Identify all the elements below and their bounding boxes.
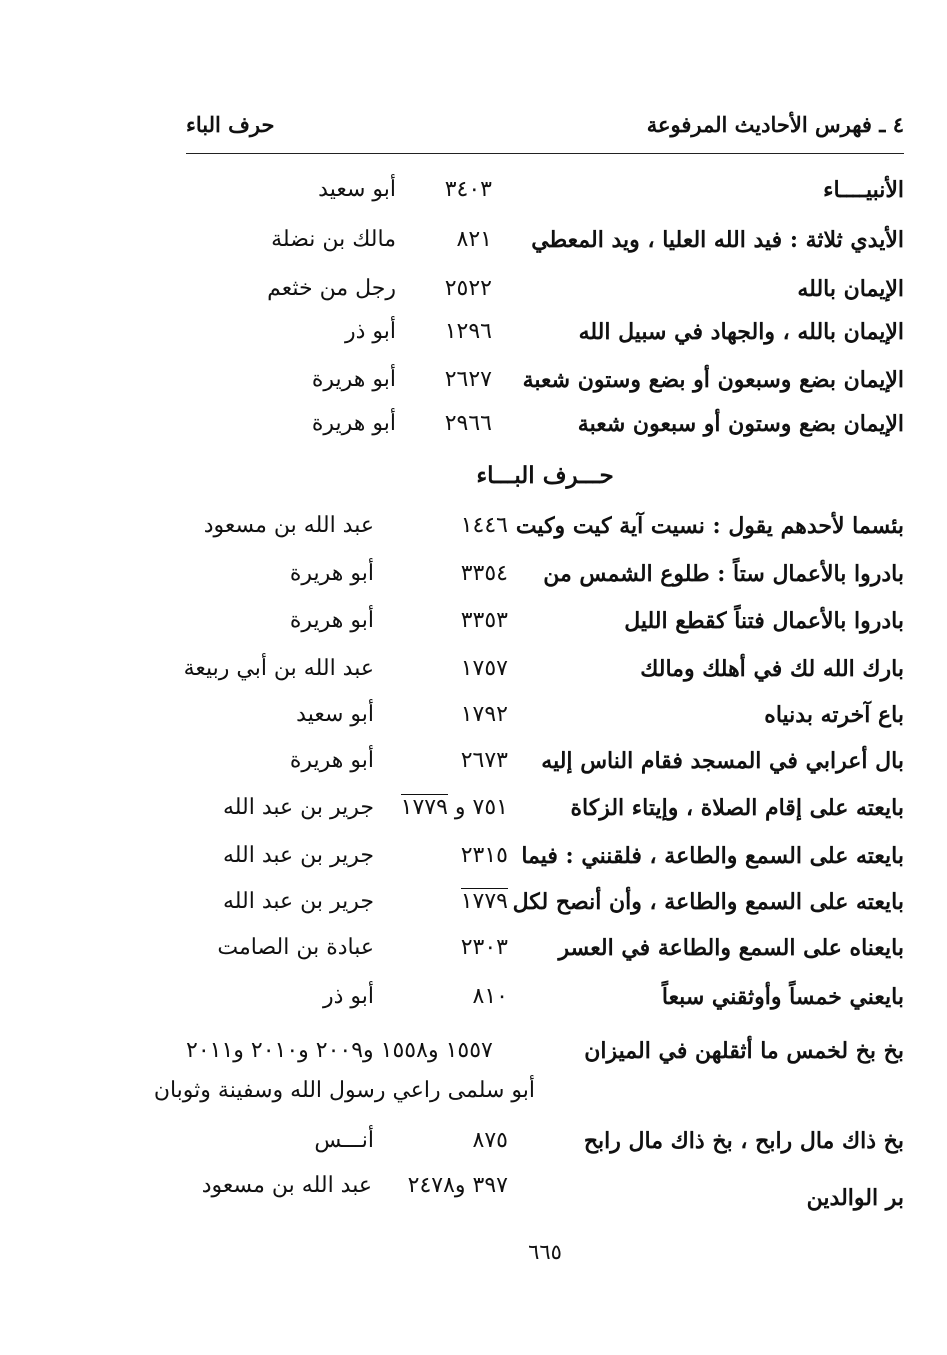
narrator: جرير بن عبد الله [222,889,374,914]
index-entry-text [186,1180,904,1220]
header-rule [186,153,904,154]
hadith-text: بايعته على إقام الصلاة ، وإيتاء الزكاة [570,795,904,821]
hadith-text: باع آخرته بدنياه [764,702,904,728]
narrator: أبو هريرة [311,411,396,436]
hadith-text: بر الوالدين [806,1185,904,1211]
index-entry [186,697,904,737]
hadith-number: ٢٦٧٣ [460,748,508,773]
narrator: عبد الله بن أبي ربيعة [183,656,374,681]
index-entry [186,406,904,446]
index-entry [186,222,904,262]
hadith-text: بادروا بالأعمال فتناً كقطع الليل [624,608,904,634]
hadith-number: ٨١٠ [472,984,508,1009]
hadith-text: بايعناه على السمع والطاعة في العسر [558,935,904,961]
hadith-number-b: ١٧٧٩ [400,795,448,820]
narrators-line: أبو سلمى راعي رسول الله وسفينة وثوبان [153,1078,535,1103]
hadith-text: الإيمان بالله [797,276,904,302]
hadith-text: بايعته على السمع والطاعة ، وأن أنصح لكل [512,889,904,915]
narrator: أبو هريرة [289,748,374,773]
hadith-text: بايعته على السمع والطاعة ، فلقنني : فيما [521,843,904,869]
index-entry [186,362,904,402]
narrator: عبادة بن الصامت [217,935,374,960]
hadith-text: الإيمان بضع وسبعون أو بضع وستون شعبة [522,367,904,393]
hadith-number: ٣٣٥٣ [460,608,508,633]
narrator: أنـــس [314,1128,374,1153]
narrator: أبو هريرة [311,367,396,392]
hadith-text: بخ ذاك مال رابح ، بخ ذاك مال رابح [583,1128,904,1154]
hadith-text: بارك الله لك في أهلك ومالك [640,656,904,682]
narrator: عبد الله بن مسعود [201,1173,372,1198]
index-entry [186,172,904,212]
hadith-number: ٢٥٢٢ [444,276,492,301]
hadith-number: ٢٣١٥ [460,843,508,868]
narrator: مالك بن نضلة [271,227,396,252]
narrator: أبو هريرة [289,561,374,586]
hadith-number [398,884,508,920]
narrator: جرير بن عبد الله [222,843,374,868]
hadith-number: ٨٧٥ [472,1128,508,1153]
header-chapter-title: حرف الباء [186,112,275,137]
hadith-number: ٢٦٢٧ [444,367,492,392]
index-entry [186,930,904,970]
index-entry [186,838,904,878]
narrator: أبو ذر [344,319,396,344]
hadith-text: بايعني خمساً وأوثقني سبعاً [661,984,904,1010]
narrator: أبو سعيد [296,702,374,727]
narrator: أبو ذر [322,984,374,1009]
hadith-number: ٨٢١ [456,227,492,252]
section-heading: حـــرف البـــاء [476,462,614,489]
hadith-number: ١٤٤٦ [460,513,508,538]
conjunction: و [454,795,466,820]
index-entry [186,314,904,354]
hadith-text: بخ بخ لخمس ما أثقلهن في الميزان [584,1038,904,1064]
index-entry [186,979,904,1019]
hadith-number-a: ٧٥١ [472,795,508,820]
hadith-number: ٣٤٠٣ [444,177,492,202]
index-entry [186,556,904,596]
narrator: رجل من خثعم [267,276,396,301]
narrator: أبو سعيد [318,177,396,202]
hadith-text: بال أعرابي في المسجد فقام الناس إليه [541,748,904,774]
index-entry [186,790,904,830]
hadith-text: بئسما لأحدهم يقول : نسيت آية كيت وكيت [515,513,904,539]
hadith-number: ١٢٩٦ [444,319,492,344]
narrator: جرير بن عبد الله [222,795,374,820]
index-entry [186,603,904,643]
hadith-number: ١٧٥٧ [460,656,508,681]
narrator: أبو هريرة [289,608,374,633]
index-entry [186,884,904,924]
index-entry [186,271,904,311]
hadith-number [398,790,508,826]
hadith-text: الأنبيــــاء [823,177,904,203]
index-entry [186,1123,904,1163]
hadith-text: الإيمان بالله ، والجهاد في سبيل الله [578,319,904,345]
page-number: ٦٦٥ [528,1240,562,1264]
hadith-numbers: ٣٩٧ و٢٤٧٨ [407,1173,508,1198]
hadith-text: الإيمان بضع وستون أو سبعون شعبة [577,411,904,437]
running-header [186,112,904,146]
index-entry [186,508,904,548]
hadith-number-value: ١٧٧٩ [460,889,508,914]
index-entry [186,743,904,783]
index-entry [186,1033,904,1073]
hadith-numbers: ١٥٥٧ و١٥٥٨ و٢٠٠٩ و٢٠١٠ و٢٠١١ [186,1038,493,1063]
hadith-text: الأيدي ثلاثة : فيد الله العليا ، ويد المعطي [531,227,904,253]
hadith-text: بادروا بالأعمال ستاً : طلوع الشمس من [543,561,904,587]
index-entry [183,651,904,691]
hadith-number: ٣٣٥٤ [460,561,508,586]
hadith-number: ٢٩٦٦ [444,411,492,436]
hadith-number: ٢٣٠٣ [460,935,508,960]
hadith-number: ١٧٩٢ [460,702,508,727]
narrator: عبد الله بن مسعود [203,513,374,538]
header-section-title: ٤ ـ فهرس الأحاديث المرفوعة [646,112,904,137]
